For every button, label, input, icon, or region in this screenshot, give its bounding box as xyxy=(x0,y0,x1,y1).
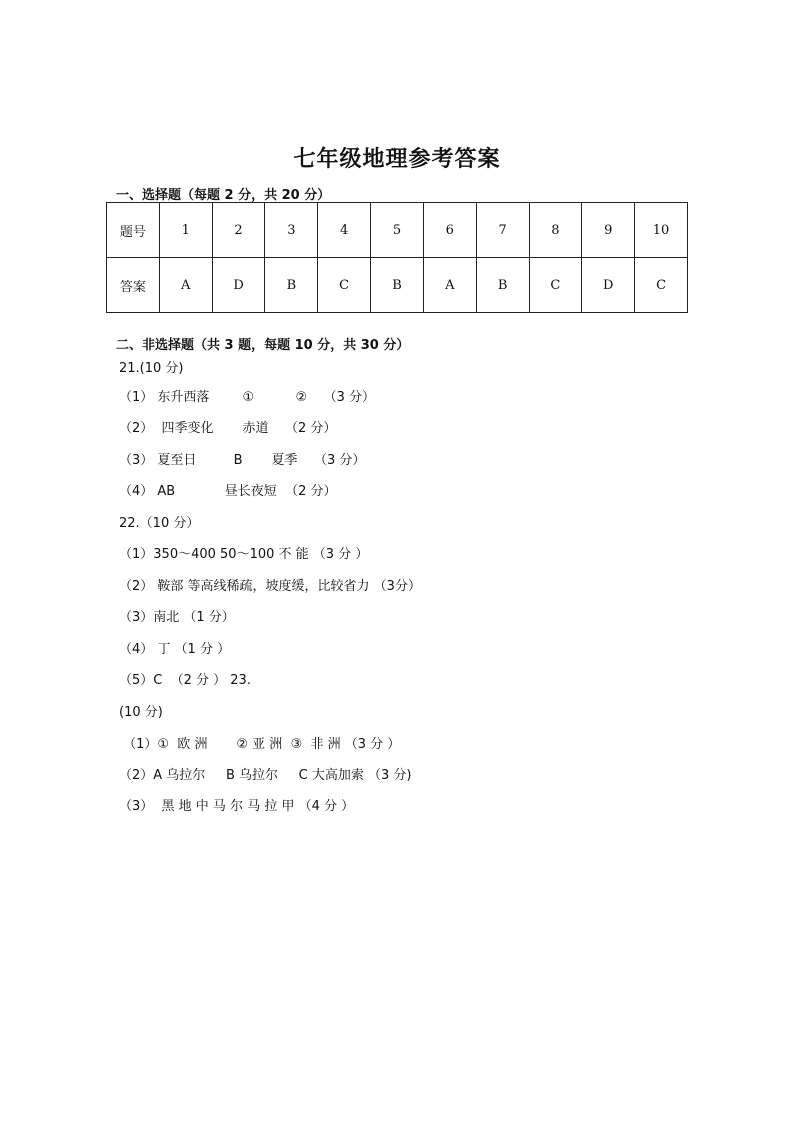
table-cell: 2 xyxy=(212,203,265,258)
answer-line: (10 分) xyxy=(119,705,163,720)
answer-line: （2） 四季变化 赤道 （2 分） xyxy=(119,421,337,436)
answer-line: （3）南北 （1 分） xyxy=(119,610,235,625)
table-cell: B xyxy=(265,258,318,313)
table-cell: 7 xyxy=(476,203,529,258)
page-title: 七年级地理参考答案 xyxy=(293,147,501,172)
table-cell: D xyxy=(212,258,265,313)
answer-line: （1） 东升西落 ① ② （3 分） xyxy=(119,390,376,405)
table-cell: D xyxy=(582,258,635,313)
answer-line: （2） 鞍部 等高线稀疏，坡度缓，比较省力 （3分） xyxy=(119,579,421,594)
table-cell: 3 xyxy=(265,203,318,258)
table-cell: A xyxy=(159,258,212,313)
answer-line: 21.(10 分) xyxy=(119,361,184,376)
table-cell: 5 xyxy=(371,203,424,258)
table-cell: 9 xyxy=(582,203,635,258)
section-heading-choice: 一、选择题（每题 2 分，共 20 分） xyxy=(116,188,331,203)
table-cell: 4 xyxy=(318,203,371,258)
answer-line: （3） 夏至日 B 夏季 （3 分） xyxy=(119,453,366,468)
table-cell: C xyxy=(318,258,371,313)
table-cell: A xyxy=(423,258,476,313)
answer-line: 22.（10 分） xyxy=(119,516,200,531)
table-cell: C xyxy=(529,258,582,313)
table-cell: B xyxy=(371,258,424,313)
table-cell: 10 xyxy=(635,203,688,258)
answer-line: （5）C （2 分 ） 23. xyxy=(119,673,251,688)
table-cell: 8 xyxy=(529,203,582,258)
answer-line: （1）350～400 50～100 不 能 （3 分 ） xyxy=(119,547,369,562)
answer-table xyxy=(106,202,688,313)
answer-line: （2）A 乌拉尔 B 乌拉尔 C 大高加索 （3 分) xyxy=(119,768,412,783)
table-row-number xyxy=(107,203,688,258)
table-row-answer xyxy=(107,258,688,313)
section-heading-nonchoice: 二、非选择题（共 3 题，每题 10 分，共 30 分） xyxy=(116,338,410,353)
table-cell: 6 xyxy=(423,203,476,258)
row-label-number: 题号 xyxy=(107,203,160,258)
table-cell: 1 xyxy=(159,203,212,258)
answer-line: （4） AB 昼长夜短 （2 分） xyxy=(119,484,337,499)
answer-line: （1）① 欧 洲 ② 亚 洲 ③ 非 洲 （3 分 ） xyxy=(119,737,401,752)
answer-line: （3） 黑 地 中 马 尔 马 拉 甲 （4 分 ） xyxy=(119,799,355,814)
row-label-answer: 答案 xyxy=(107,258,160,313)
table-cell: B xyxy=(476,258,529,313)
answer-line: （4） 丁 （1 分 ） xyxy=(119,642,231,657)
table-cell: C xyxy=(635,258,688,313)
